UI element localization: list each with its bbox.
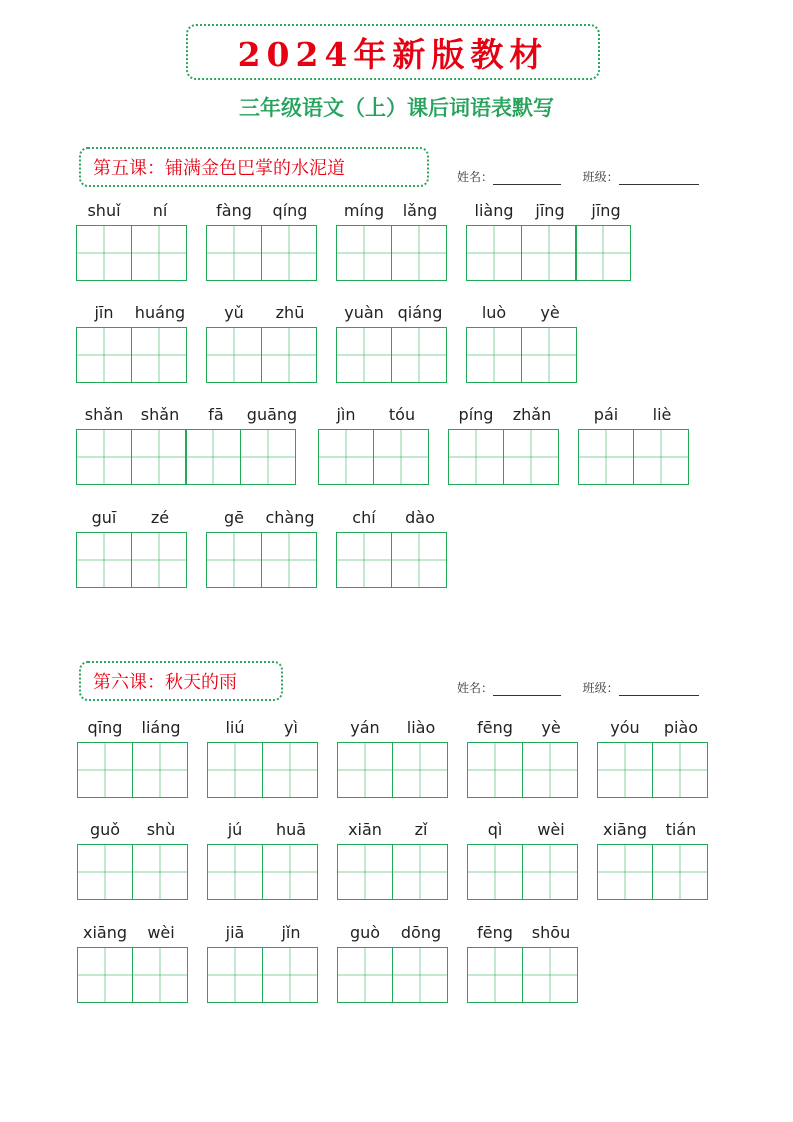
pinyin-row bbox=[318, 404, 430, 426]
tianzige-cell[interactable] bbox=[131, 532, 187, 588]
pinyin-syllable: míng bbox=[343, 201, 385, 220]
tianzige-cell[interactable] bbox=[206, 225, 262, 281]
tianzige-cell[interactable] bbox=[206, 532, 262, 588]
pinyin-syllable: liè bbox=[652, 405, 672, 424]
writing-grid bbox=[76, 429, 300, 485]
pinyin-row bbox=[337, 922, 449, 944]
tianzige-cell[interactable] bbox=[207, 844, 263, 900]
pinyin-syllable: shōu bbox=[531, 923, 571, 942]
pinyin-syllable: jīn bbox=[94, 303, 114, 322]
pinyin-row bbox=[466, 200, 634, 222]
tianzige-cell[interactable] bbox=[261, 532, 317, 588]
tianzige-cell[interactable] bbox=[633, 429, 689, 485]
pinyin-syllable: yè bbox=[540, 303, 560, 322]
tianzige-cell[interactable] bbox=[77, 947, 133, 1003]
pinyin-row bbox=[207, 922, 319, 944]
pinyin-syllable: jīng bbox=[535, 201, 565, 220]
tianzige-cell[interactable] bbox=[652, 742, 708, 798]
writing-grid bbox=[207, 844, 319, 900]
tianzige-cell[interactable] bbox=[522, 947, 578, 1003]
word-group bbox=[336, 507, 448, 588]
pinyin-syllable: fēng bbox=[477, 923, 513, 942]
name-blank[interactable] bbox=[493, 683, 561, 696]
class-blank[interactable] bbox=[619, 172, 699, 185]
pinyin-syllable: shù bbox=[146, 820, 176, 839]
pinyin-syllable: yǔ bbox=[224, 303, 244, 322]
tianzige-cell[interactable] bbox=[522, 742, 578, 798]
tianzige-cell[interactable] bbox=[77, 742, 133, 798]
pinyin-row bbox=[206, 507, 318, 529]
pinyin-syllable: shuǐ bbox=[87, 201, 121, 220]
writing-grid bbox=[206, 532, 318, 588]
writing-grid bbox=[597, 742, 709, 798]
tianzige-cell[interactable] bbox=[578, 429, 634, 485]
tianzige-cell[interactable] bbox=[262, 742, 318, 798]
tianzige-cell[interactable] bbox=[575, 225, 631, 281]
pinyin-syllable: jìn bbox=[336, 405, 356, 424]
tianzige-cell[interactable] bbox=[467, 947, 523, 1003]
word-group bbox=[467, 819, 579, 900]
tianzige-cell[interactable] bbox=[76, 429, 132, 485]
tianzige-cell[interactable] bbox=[522, 844, 578, 900]
pinyin-syllable: píng bbox=[458, 405, 494, 424]
tianzige-cell[interactable] bbox=[391, 225, 447, 281]
pinyin-syllable: qiáng bbox=[397, 303, 443, 322]
word-group bbox=[467, 717, 579, 798]
pinyin-syllable: wèi bbox=[147, 923, 175, 942]
tianzige-cell[interactable] bbox=[652, 844, 708, 900]
pinyin-row bbox=[77, 922, 189, 944]
pinyin-row bbox=[467, 717, 579, 739]
tianzige-cell[interactable] bbox=[76, 327, 132, 383]
word-group bbox=[206, 200, 318, 281]
word-group bbox=[337, 717, 449, 798]
word-group bbox=[337, 922, 449, 1003]
writing-grid bbox=[448, 429, 560, 485]
writing-grid bbox=[336, 532, 448, 588]
header-box bbox=[186, 24, 600, 80]
writing-grid bbox=[77, 742, 189, 798]
tianzige-cell[interactable] bbox=[185, 429, 241, 485]
pinyin-syllable: wèi bbox=[537, 820, 565, 839]
tianzige-cell[interactable] bbox=[392, 947, 448, 1003]
pinyin-syllable: shǎn bbox=[84, 405, 124, 424]
pinyin-row bbox=[467, 819, 579, 841]
word-group bbox=[76, 302, 188, 383]
word-group bbox=[336, 200, 448, 281]
tianzige-cell[interactable] bbox=[391, 532, 447, 588]
writing-grid bbox=[206, 225, 318, 281]
writing-grid bbox=[336, 225, 448, 281]
pinyin-row bbox=[76, 404, 300, 426]
tianzige-cell[interactable] bbox=[131, 327, 187, 383]
word-group bbox=[76, 200, 188, 281]
pinyin-syllable: tóu bbox=[388, 405, 416, 424]
pinyin-row bbox=[76, 507, 188, 529]
tianzige-cell[interactable] bbox=[77, 844, 133, 900]
tianzige-cell[interactable] bbox=[597, 844, 653, 900]
pinyin-syllable: gē bbox=[224, 508, 244, 527]
lesson-5-title: 第五课：铺满金色巴掌的水泥道 bbox=[93, 158, 345, 179]
pinyin-syllable: fàng bbox=[216, 201, 252, 220]
tianzige-cell[interactable] bbox=[240, 429, 296, 485]
pinyin-row bbox=[578, 404, 690, 426]
pinyin-syllable: jú bbox=[227, 820, 243, 839]
pinyin-syllable: guò bbox=[349, 923, 381, 942]
pinyin-row bbox=[597, 819, 709, 841]
pinyin-row bbox=[207, 819, 319, 841]
tianzige-cell[interactable] bbox=[392, 844, 448, 900]
pinyin-syllable: liáng bbox=[141, 718, 181, 737]
word-group bbox=[336, 302, 448, 383]
pinyin-syllable: zé bbox=[150, 508, 170, 527]
writing-grid bbox=[466, 225, 634, 281]
word-group bbox=[466, 302, 578, 383]
tianzige-cell[interactable] bbox=[336, 532, 392, 588]
class-blank[interactable] bbox=[619, 683, 699, 696]
tianzige-cell[interactable] bbox=[206, 327, 262, 383]
pinyin-syllable: xiāng bbox=[82, 923, 127, 942]
tianzige-cell[interactable] bbox=[76, 225, 132, 281]
word-group bbox=[337, 819, 449, 900]
writing-grid bbox=[337, 947, 449, 1003]
writing-grid bbox=[578, 429, 690, 485]
pinyin-row bbox=[206, 302, 318, 324]
tianzige-cell[interactable] bbox=[262, 844, 318, 900]
word-group bbox=[466, 200, 634, 281]
pinyin-row bbox=[206, 200, 318, 222]
pinyin-syllable: liú bbox=[225, 718, 245, 737]
writing-grid bbox=[336, 327, 448, 383]
pinyin-syllable: xiān bbox=[348, 820, 382, 839]
pinyin-syllable: yì bbox=[284, 718, 298, 737]
lesson-6-info bbox=[457, 679, 699, 696]
class-label: 班级： bbox=[582, 681, 619, 695]
writing-grid bbox=[467, 947, 579, 1003]
page-subtitle: 三年级语文（上）课后词语表默写 bbox=[239, 96, 554, 120]
pinyin-row bbox=[336, 302, 448, 324]
pinyin-row bbox=[76, 302, 188, 324]
writing-grid bbox=[77, 947, 189, 1003]
tianzige-cell[interactable] bbox=[132, 947, 188, 1003]
writing-grid bbox=[207, 742, 319, 798]
word-group bbox=[467, 922, 579, 1003]
tianzige-cell[interactable] bbox=[336, 225, 392, 281]
tianzige-cell[interactable] bbox=[392, 742, 448, 798]
pinyin-syllable: dào bbox=[405, 508, 435, 527]
pinyin-syllable: ní bbox=[152, 201, 168, 220]
tianzige-cell[interactable] bbox=[262, 947, 318, 1003]
pinyin-syllable: fēng bbox=[477, 718, 513, 737]
tianzige-cell[interactable] bbox=[132, 844, 188, 900]
pinyin-row bbox=[337, 717, 449, 739]
tianzige-cell[interactable] bbox=[503, 429, 559, 485]
pinyin-syllable: qīng bbox=[87, 718, 123, 737]
lesson-5-title-box bbox=[79, 147, 429, 187]
tianzige-cell[interactable] bbox=[318, 429, 374, 485]
pinyin-syllable: qíng bbox=[272, 201, 308, 220]
pinyin-syllable: jiā bbox=[225, 923, 245, 942]
pinyin-syllable: fā bbox=[208, 405, 224, 424]
tianzige-cell[interactable] bbox=[76, 532, 132, 588]
writing-grid bbox=[337, 844, 449, 900]
tianzige-cell[interactable] bbox=[207, 947, 263, 1003]
pinyin-syllable: dōng bbox=[400, 923, 442, 942]
writing-grid bbox=[76, 327, 188, 383]
pinyin-syllable: guāng bbox=[246, 405, 298, 424]
pinyin-row bbox=[336, 200, 448, 222]
tianzige-cell[interactable] bbox=[466, 327, 522, 383]
pinyin-syllable: tián bbox=[665, 820, 697, 839]
lesson-6-title: 第六课：秋天的雨 bbox=[93, 672, 237, 693]
pinyin-row bbox=[77, 717, 189, 739]
writing-grid bbox=[337, 742, 449, 798]
tianzige-cell[interactable] bbox=[337, 742, 393, 798]
pinyin-syllable: zhū bbox=[275, 303, 305, 322]
pinyin-row bbox=[337, 819, 449, 841]
word-group bbox=[318, 404, 430, 485]
pinyin-row bbox=[77, 819, 189, 841]
writing-grid bbox=[318, 429, 430, 485]
pinyin-row bbox=[467, 922, 579, 944]
word-group bbox=[207, 922, 319, 1003]
word-group bbox=[77, 819, 189, 900]
pinyin-syllable: pái bbox=[593, 405, 619, 424]
pinyin-syllable: yán bbox=[350, 718, 380, 737]
name-label: 姓名： bbox=[457, 681, 494, 695]
word-group bbox=[207, 819, 319, 900]
pinyin-syllable: zǐ bbox=[414, 820, 428, 839]
class-label: 班级： bbox=[582, 170, 619, 184]
pinyin-syllable: chí bbox=[352, 508, 376, 527]
writing-grid bbox=[466, 327, 578, 383]
name-label: 姓名： bbox=[457, 170, 494, 184]
name-blank[interactable] bbox=[493, 172, 561, 185]
pinyin-syllable: guī bbox=[91, 508, 117, 527]
pinyin-syllable: liàng bbox=[474, 201, 514, 220]
pinyin-syllable: huā bbox=[275, 820, 307, 839]
tianzige-cell[interactable] bbox=[466, 225, 522, 281]
pinyin-row bbox=[336, 507, 448, 529]
pinyin-syllable: jǐn bbox=[281, 923, 301, 942]
pinyin-syllable: qì bbox=[487, 820, 503, 839]
word-group bbox=[76, 404, 300, 485]
pinyin-syllable: liào bbox=[406, 718, 436, 737]
pinyin-syllable: piào bbox=[663, 718, 699, 737]
pinyin-syllable: yè bbox=[541, 718, 561, 737]
tianzige-cell[interactable] bbox=[467, 844, 523, 900]
word-group bbox=[597, 819, 709, 900]
tianzige-cell[interactable] bbox=[131, 429, 187, 485]
pinyin-syllable: chàng bbox=[265, 508, 315, 527]
word-group bbox=[597, 717, 709, 798]
pinyin-syllable: xiāng bbox=[602, 820, 647, 839]
pinyin-syllable: yóu bbox=[610, 718, 640, 737]
tianzige-cell[interactable] bbox=[337, 947, 393, 1003]
tianzige-cell[interactable] bbox=[597, 742, 653, 798]
word-group bbox=[76, 507, 188, 588]
pinyin-syllable: luò bbox=[481, 303, 507, 322]
writing-grid bbox=[206, 327, 318, 383]
tianzige-cell[interactable] bbox=[521, 327, 577, 383]
writing-grid bbox=[76, 532, 188, 588]
writing-grid bbox=[467, 742, 579, 798]
tianzige-cell[interactable] bbox=[261, 225, 317, 281]
tianzige-cell[interactable] bbox=[373, 429, 429, 485]
writing-grid bbox=[207, 947, 319, 1003]
word-group bbox=[207, 717, 319, 798]
writing-grid bbox=[597, 844, 709, 900]
writing-grid bbox=[76, 225, 188, 281]
pinyin-syllable: jīng bbox=[591, 201, 621, 220]
tianzige-cell[interactable] bbox=[336, 327, 392, 383]
word-group bbox=[206, 507, 318, 588]
tianzige-cell[interactable] bbox=[131, 225, 187, 281]
pinyin-row bbox=[597, 717, 709, 739]
tianzige-cell[interactable] bbox=[132, 742, 188, 798]
word-group bbox=[77, 717, 189, 798]
writing-grid bbox=[77, 844, 189, 900]
word-group bbox=[206, 302, 318, 383]
page-title: 2024年新版教材 bbox=[237, 34, 549, 74]
pinyin-syllable: zhǎn bbox=[512, 405, 552, 424]
pinyin-syllable: shǎn bbox=[140, 405, 180, 424]
pinyin-syllable: huáng bbox=[134, 303, 186, 322]
word-group bbox=[77, 922, 189, 1003]
pinyin-syllable: lǎng bbox=[402, 201, 438, 220]
tianzige-cell[interactable] bbox=[467, 742, 523, 798]
writing-grid bbox=[467, 844, 579, 900]
lesson-6-title-box bbox=[79, 661, 283, 701]
pinyin-row bbox=[466, 302, 578, 324]
tianzige-cell[interactable] bbox=[391, 327, 447, 383]
pinyin-row bbox=[76, 200, 188, 222]
tianzige-cell[interactable] bbox=[521, 225, 577, 281]
tianzige-cell[interactable] bbox=[337, 844, 393, 900]
pinyin-syllable: yuàn bbox=[344, 303, 384, 322]
word-group bbox=[578, 404, 690, 485]
tianzige-cell[interactable] bbox=[261, 327, 317, 383]
tianzige-cell[interactable] bbox=[448, 429, 504, 485]
pinyin-row bbox=[448, 404, 560, 426]
pinyin-row bbox=[207, 717, 319, 739]
lesson-5-info bbox=[457, 168, 699, 185]
tianzige-cell[interactable] bbox=[207, 742, 263, 798]
word-group bbox=[448, 404, 560, 485]
pinyin-syllable: guǒ bbox=[89, 820, 121, 839]
